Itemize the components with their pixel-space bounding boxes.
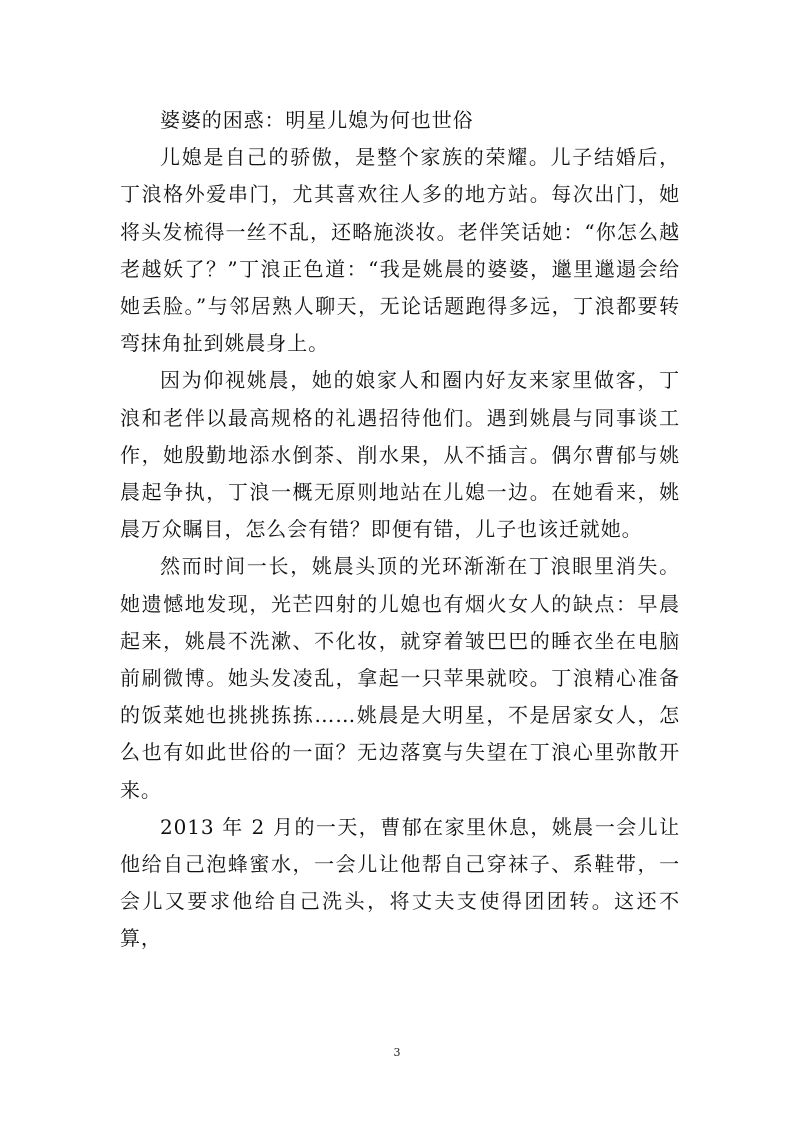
article-body [120,102,680,958]
paragraph-1: 儿媳是自己的骄傲，是整个家族的荣耀。儿子结婚后，丁浪格外爱串门，尤其喜欢往人多的地方站。每次出门，她将头发梳得一丝不乱，还略施淡妆。老伴笑话她：“你怎么越老越妖了？”丁浪正色道：“我是姚晨的婆婆，邋里邋遢会给她丢脸。”与邻居熟人聊天，无论话题跑得多远，丁浪都要转弯抹角扯到姚晨身上。 [120,145,680,356]
page-number: 3 [393,1046,401,1059]
article-title: 婆婆的困惑：明星儿媳为何也世俗 [160,108,474,132]
paragraph-3: 然而时间一长，姚晨头顶的光环渐渐在丁浪眼里消失。她遗憾地发现，光芒四射的儿媳也有烟火女人的缺点：早晨起来，姚晨不洗漱、不化妆，就穿着皱巴巴的睡衣坐在电脑前刷微博。她头发凌乱，拿起一只苹果就咬。丁浪精心准备的饭菜她也挑挑拣拣……姚晨是大明星，不是居家女人，怎么也有如此世俗的一面？无边落寞与失望在丁浪心里弥散开来。 [120,554,680,802]
paragraph-4: 2013 年 2 月的一天，曹郁在家里休息，姚晨一会儿让他给自己泡蜂蜜水，一会儿让他帮自己穿袜子、系鞋带，一会儿又要求他给自己洗头，将丈夫支使得团团转。这还不算， [120,814,680,951]
paragraph-2: 因为仰视姚晨，她的娘家人和圈内好友来家里做客，丁浪和老伴以最高规格的礼遇招待他们。遇到姚晨与同事谈工作，她殷勤地添水倒茶、削水果，从不插言。偶尔曹郁与姚晨起争执，丁浪一概无原则地站在儿媳一边。在她看来，姚晨万众瞩目，怎么会有错？即便有错，儿子也该迁就她。 [120,368,680,542]
